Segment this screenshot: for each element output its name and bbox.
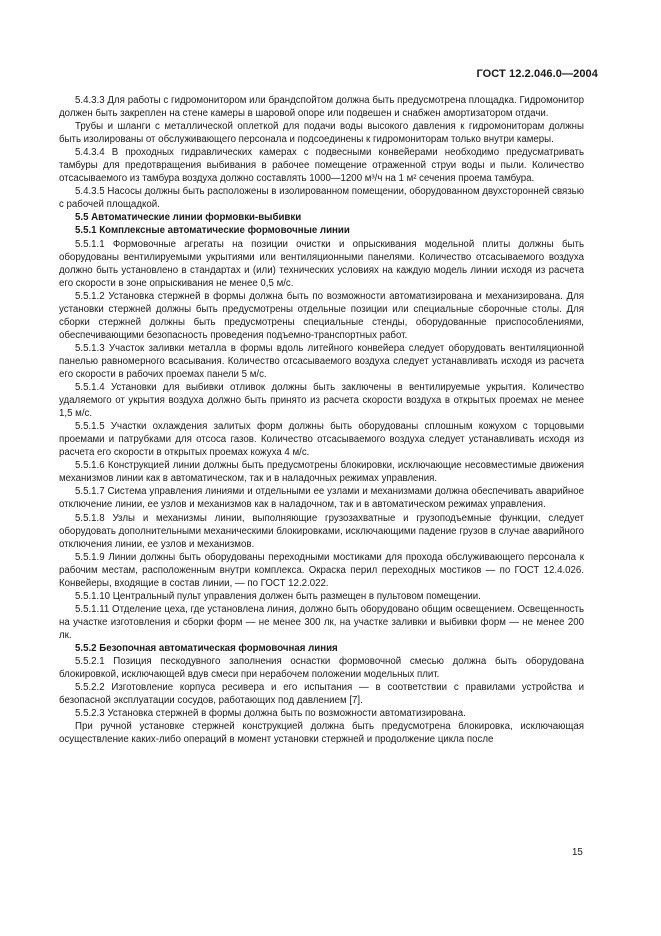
paragraph: 5.4.3.5 Насосы должны быть расположены в изолированном помещении, оборудованном двухсторонней связью с рабочей площадкой. — [59, 186, 584, 211]
paragraph: 5.5.1.3 Участок заливки металла в формы вдоль литейного конвейера следует оборудовать вентиляционной панелью равномерного всасывания. Количество отсасываемого воздуха следует устанавливать исходя из расчета его скорости в рабочих проемах панели 5 м/с. — [59, 342, 584, 380]
paragraph: 5.5.1.5 Участки охлаждения залитых форм должны быть оборудованы сплошным кожухом с торцовыми проемами и патрубками для отсоса газов. Количество отсасываемого воздуха следует устанавливать исходя из расчета его скорости в открытых проемах кожуха 4 м/с. — [59, 421, 584, 459]
paragraph: 5.5.1.11 Отделение цеха, где установлена линия, должно быть оборудовано общим освещением. Освещенность на участке изготовления и сборки форм — не менее 300 лк, на участке заливки и выбивки форм — не менее 200 лк. — [59, 603, 584, 641]
standard-header: ГОСТ 12.2.046.0—2004 — [476, 68, 598, 80]
paragraph: 5.4.3.4 В проходных гидравлических камерах с подвесными конвейерами необходимо предусматривать тамбуры для предотвращения выбивания в рабочее помещение отраженной струи воды и пыли. Количество отсасываемого из тамбура воздуха должно составлять 1000—1200 м³/ч на 1 м² сечения проема тамбура. — [59, 147, 584, 185]
paragraph: 5.5.1.9 Линии должны быть оборудованы переходными мостиками для прохода обслуживающего персонала к рабочим местам, расположенным внутри комплекса. Окраска перил переходных мостиков — по ГОСТ 12.4.026. Конвейеры, входящие в состав линии, — по ГОСТ 12.2.022. — [59, 551, 584, 589]
paragraph: 5.5.2.3 Установка стержней в формы должна быть по возможности автоматизирована. — [75, 708, 466, 720]
paragraph: 5.5.1.10 Центральный пульт управления должен быть размещен в пультовом помещении. — [75, 590, 481, 602]
paragraph: 5.5.2.2 Изготовление корпуса ресивера и его испытания — в соответствии с правилами устройства и безопасной эксплуатации сосудов, работающих под давлением [7]. — [59, 682, 584, 707]
page-number: 15 — [572, 847, 583, 858]
paragraph: 5.5.1.6 Конструкцией линии должны быть предусмотрены блокировки, исключающие несовместимые движения механизмов линии как в автоматическом, так и в наладочных режимах управления. — [59, 460, 584, 485]
subsection-heading: 5.5.2 Безопочная автоматическая формовочная линия — [75, 642, 338, 654]
paragraph: При ручной установке стержней конструкцией должна быть предусмотрена блокировка, исключающая осуществление каких-либо операций в момент установки стержней и продолжение цикла после — [59, 721, 584, 746]
paragraph: 5.5.1.7 Система управления линиями и отдельными ее узлами и механизмами должна обеспечивать аварийное отключение линии, ее узлов и механизмов как в наладочном, так и в автоматическом режимах управления. — [59, 486, 584, 511]
paragraph: 5.5.1.1 Формовочные агрегаты на позиции очистки и опрыскивания модельной плиты должны быть оборудованы вентилируемыми укрытиями или вентиляционными панелями. Количество отсасываемого воздуха должно быть установлено в стандартах и (или) технических условиях на каждую модель линии исходя из расчета его скорости в зоне опрыскивания не менее 0,5 м/с. — [59, 238, 584, 289]
paragraph: 5.5.1.8 Узлы и механизмы линии, выполняющие грузозахватные и грузоподъемные функции, следует оборудовать дополнительными механическими блокировками, исключающими падение грузов в случае аварийного отключения линии, ее узлов и механизмов. — [59, 512, 584, 550]
paragraph: 5.5.1.2 Установка стержней в формы должна быть по возможности автоматизирована и механизирована. Для установки стержней должны быть предусмотрены отдельные позиции или специальные сборочные столы. Для сборки стержней должны быть предусмотрены специальные стенды, оборудованные приспособлениями, обеспечивающими безопасность проведения подъемно-транспортных работ. — [59, 290, 584, 341]
paragraph: 5.4.3.3 Для работы с гидромонитором или брандспойтом должна быть предусмотрена площадка. Гидромонитор должен быть закреплен на стене камеры в шаровой опоре или подвешен и снабжен амортизатором отдачи. — [59, 95, 584, 120]
document-body — [59, 94, 584, 746]
section-heading: 5.5 Автоматические линии формовки-выбивки — [75, 212, 302, 224]
paragraph: 5.5.2.1 Позиция пескодувного заполнения оснастки формовочной смесью должна быть оборудована блокировкой, исключающей вдув смеси при нерабочем положении модельных плит. — [59, 656, 584, 681]
paragraph: Трубы и шланги с металлической оплеткой для подачи воды высокого давления к гидромониторам должны быть изолированы от обслуживающего персонала и подсоединены к гидромониторам только внутри камеры. — [59, 121, 584, 146]
paragraph: 5.5.1.4 Установки для выбивки отливок должны быть заключены в вентилируемые укрытия. Количество удаляемого от укрытия воздуха должно быть принято из расчета скорости воздуха в открытых проемах не менее 1,5 м/с. — [59, 382, 584, 420]
subsection-heading: 5.5.1 Комплексные автоматические формовочные линии — [75, 225, 350, 237]
